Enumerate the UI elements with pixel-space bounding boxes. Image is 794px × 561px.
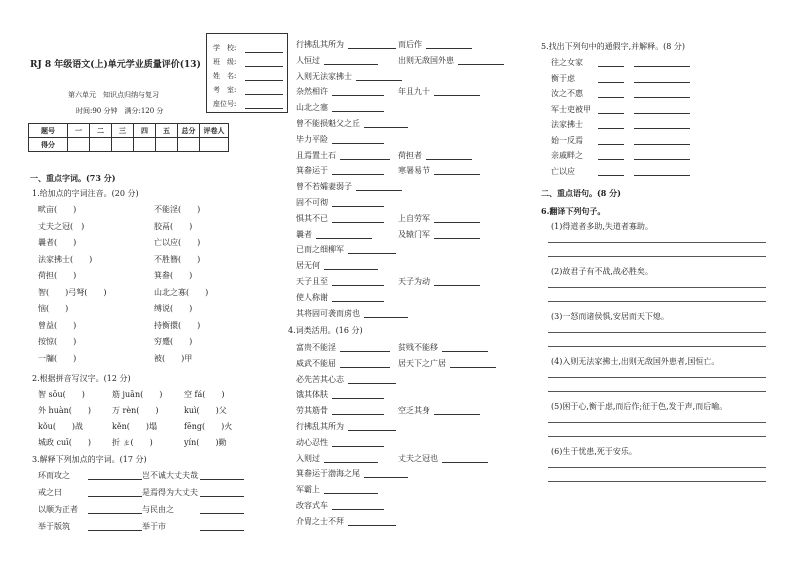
q2-item[interactable]: 智 sōu( ): [38, 390, 85, 399]
word-item: 军霸上: [296, 485, 320, 495]
word-answer-blank[interactable]: [434, 87, 480, 96]
word-answer-blank[interactable]: [324, 454, 378, 463]
q6-answer-line[interactable]: [548, 377, 766, 378]
word-answer-blank[interactable]: [442, 343, 488, 352]
q6-sentence: (6)生于忧患,死于安乐。: [551, 447, 637, 456]
word-answer-blank[interactable]: [348, 375, 396, 384]
q3-prompt: 3.解释下列加点的字词。(17 分): [32, 455, 147, 464]
q3-answer-blank[interactable]: [88, 522, 142, 531]
word-item: 行拂乱其所为: [296, 422, 344, 431]
q2-item[interactable]: 折 ㄓ( ): [112, 438, 153, 447]
q5-item: 汝之不惠: [551, 89, 583, 98]
name-field[interactable]: 姓 名:: [213, 71, 236, 81]
word-item: 山北之塞: [296, 103, 328, 113]
q3-item: 举于版筑: [38, 522, 70, 531]
q6-answer-line[interactable]: [548, 332, 766, 333]
word-item: 而后作: [398, 40, 422, 49]
q3-answer-blank[interactable]: [200, 522, 244, 531]
section2-heading: 二、重点语句。(8 分): [541, 188, 621, 198]
word-item: 年且九十: [398, 87, 430, 97]
q1-item[interactable]: 一牖( ): [38, 353, 77, 363]
word-item: 贫贱不能移: [398, 343, 438, 352]
word-item: 曾不能损魁父之丘: [296, 119, 360, 128]
q3-item: 是焉得为大丈夫: [142, 488, 198, 497]
q1-item[interactable]: 按惊( ): [38, 337, 77, 346]
q6-prompt: 6.翻译下列句子。: [541, 206, 606, 216]
word-item: 出则无敌国外患: [398, 55, 454, 65]
word-answer-blank[interactable]: [356, 182, 402, 191]
q2-item[interactable]: fēng( )火: [184, 422, 233, 431]
word-item: 寒暑易节: [398, 166, 430, 176]
q6-answer-line[interactable]: [548, 242, 766, 243]
q5-char-blank[interactable]: [598, 74, 624, 83]
q5-char-blank[interactable]: [598, 136, 624, 145]
q5-item: 亲戚畔之: [551, 151, 583, 160]
word-item: 空乏其身: [398, 406, 430, 416]
q6-sentence: (2)故君子有不战,战必胜矣。: [551, 267, 653, 276]
section1-heading: 一、重点字词。(73 分): [30, 173, 116, 183]
q1-item[interactable]: 法家拂士( ): [38, 254, 93, 264]
q1-item[interactable]: 曩者( ): [38, 238, 77, 247]
word-item: 入则无法家拂士: [296, 71, 352, 81]
word-item: 曩者: [296, 229, 312, 239]
word-answer-blank[interactable]: [332, 198, 384, 207]
q6-answer-line[interactable]: [548, 287, 766, 288]
word-answer-blank[interactable]: [340, 151, 390, 160]
q1-item[interactable]: 智( )弓弩( ): [38, 287, 107, 297]
word-item: 毕力平险: [296, 134, 328, 144]
q1-item[interactable]: 丈夫之冠( ): [38, 221, 85, 231]
q6-answer-line[interactable]: [548, 436, 766, 437]
word-item: 箕畚运于: [296, 166, 328, 176]
word-item: 必先苦其心志: [296, 374, 344, 384]
word-item: 及辕门军: [398, 229, 430, 239]
q6-answer-line[interactable]: [548, 422, 766, 423]
q5-meaning-blank[interactable]: [634, 105, 690, 114]
q2-prompt: 2.根据拼音写汉字。(12 分): [32, 374, 131, 383]
exam-time: 时间:90 分钟 满分:120 分: [76, 107, 164, 115]
q5-meaning-blank[interactable]: [634, 167, 690, 176]
word-item: 且焉置土石: [296, 150, 336, 160]
word-answer-blank[interactable]: [426, 40, 472, 49]
word-item: 曾不若孀妻弱子: [296, 182, 352, 192]
q1-prompt: 1.给加点的字词注音。(20 分): [32, 189, 139, 198]
word-answer-blank[interactable]: [340, 343, 390, 352]
word-answer-blank[interactable]: [332, 277, 384, 286]
q5-item: 衡于虑: [551, 73, 575, 83]
word-answer-blank[interactable]: [332, 501, 384, 510]
word-item: 使人称谢: [296, 292, 328, 302]
word-item: 居天下之广居: [398, 358, 446, 368]
q3-item: 举于市: [142, 522, 166, 531]
word-answer-blank[interactable]: [426, 151, 472, 160]
word-item: 人恒过: [296, 55, 320, 65]
q6-answer-line[interactable]: [548, 346, 766, 347]
word-answer-blank[interactable]: [434, 277, 480, 286]
word-item: 杂然相许: [296, 87, 328, 97]
word-item: 威武不能屈: [296, 358, 336, 368]
word-answer-blank[interactable]: [332, 390, 384, 399]
word-item: 改容式车: [296, 501, 328, 510]
word-item: 丈夫之冠也: [398, 453, 438, 463]
word-item: 入则过: [296, 453, 320, 463]
word-answer-blank[interactable]: [348, 517, 396, 526]
q5-char-blank[interactable]: [598, 120, 624, 129]
word-item: 箕畚运于渤海之尾: [296, 469, 360, 479]
word-answer-blank[interactable]: [364, 469, 408, 478]
word-answer-blank[interactable]: [364, 309, 408, 318]
q5-meaning-blank[interactable]: [634, 58, 690, 67]
q5-item: 亡以应: [551, 166, 575, 176]
q5-char-blank[interactable]: [598, 167, 624, 176]
q3-answer-blank[interactable]: [88, 488, 142, 497]
q6-answer-line[interactable]: [548, 256, 766, 257]
word-answer-blank[interactable]: [348, 40, 396, 49]
q1-item[interactable]: 穷蹙( ): [154, 337, 193, 346]
q6-sentence: (3)一怒而诸侯惧,安居而天下熄。: [551, 312, 669, 321]
school-field[interactable]: 学 校:: [213, 43, 236, 53]
class-field[interactable]: 班 级:: [213, 57, 236, 67]
q1-item[interactable]: 亡以应( ): [154, 238, 201, 247]
q2-item[interactable]: kuì( )父: [184, 406, 227, 415]
q3-answer-blank[interactable]: [200, 471, 244, 480]
q5-item: 往之女家: [551, 58, 583, 67]
q3-item: 环而攻之: [38, 471, 70, 480]
word-answer-blank[interactable]: [324, 56, 378, 65]
score-table-row: 得分: [29, 138, 229, 152]
word-item: 荷担者: [398, 150, 422, 160]
word-item: 富贵不能淫: [296, 343, 336, 352]
word-answer-blank[interactable]: [348, 422, 396, 431]
q2-item[interactable]: yín( )勤: [184, 438, 227, 447]
word-answer-blank[interactable]: [356, 72, 402, 81]
word-item: 动心忍性: [296, 437, 328, 447]
word-item: 介胄之士不拜: [296, 516, 344, 526]
q2-item[interactable]: 城政 cuī( ): [38, 438, 91, 447]
q6-sentence: (4)入则无法家拂士,出则无敌国外患者,国恒亡。: [551, 357, 720, 366]
word-answer-blank[interactable]: [458, 56, 504, 65]
word-item: 已而之细柳军: [296, 245, 344, 255]
word-answer-blank[interactable]: [324, 261, 378, 270]
exam-room-field[interactable]: 考 室:: [213, 85, 236, 95]
q5-char-blank[interactable]: [598, 151, 624, 160]
q5-item: 军士吏被甲: [551, 104, 591, 114]
word-answer-blank[interactable]: [442, 454, 488, 463]
word-answer-blank[interactable]: [434, 166, 480, 175]
q5-char-blank[interactable]: [598, 58, 624, 67]
q1-item[interactable]: 缚说( ): [154, 304, 193, 313]
q5-meaning-blank[interactable]: [634, 136, 690, 145]
q5-meaning-blank[interactable]: [634, 151, 690, 160]
word-answer-blank[interactable]: [348, 245, 396, 254]
q5-item: 始一反焉: [551, 135, 583, 145]
word-item: 居无何: [296, 261, 320, 271]
q3-answer-blank[interactable]: [200, 505, 244, 514]
q3-item: 与民由之: [142, 505, 174, 514]
q6-answer-line[interactable]: [548, 481, 766, 482]
q2-item[interactable]: 空 fá( ): [184, 390, 225, 399]
word-item: 天子且至: [296, 277, 328, 286]
q3-answer-blank[interactable]: [88, 505, 142, 514]
word-answer-blank[interactable]: [332, 87, 384, 96]
q4-prompt: 4.词类活用。(16 分): [288, 326, 363, 335]
word-answer-blank[interactable]: [316, 230, 372, 239]
q1-item[interactable]: 不能淫( ): [154, 205, 201, 214]
q5-meaning-blank[interactable]: [634, 120, 690, 129]
q1-item[interactable]: 箕畚( ): [154, 271, 193, 280]
word-answer-blank[interactable]: [332, 103, 384, 112]
q2-item[interactable]: 万 rèn( ): [112, 406, 159, 415]
q3-item: 以顺为正者: [38, 505, 78, 514]
q5-prompt: 5.找出下列句中的通假字,并解释。(8 分): [541, 42, 686, 51]
q1-item[interactable]: 胶鬲( ): [154, 221, 193, 231]
word-item: 天子为动: [398, 277, 430, 286]
q3-item: 岂不诚大丈夫哉: [142, 471, 198, 480]
word-item: 其将固可袭而虏也: [296, 308, 360, 318]
word-answer-blank[interactable]: [332, 438, 384, 447]
unit-subtitle: 第六单元 知识点归纳与复习: [68, 91, 159, 99]
score-table-header: 题号 一 二 三 四 五 总分 评卷人: [29, 124, 229, 138]
score-table: [28, 123, 229, 152]
word-item: 行拂乱其所为: [296, 40, 344, 49]
q3-item: 戒之曰: [38, 488, 62, 497]
q5-meaning-blank[interactable]: [634, 74, 690, 83]
page-title: RJ 8 年级语文(上)单元学业质量评价(13): [30, 60, 201, 70]
word-item: 惧其不已: [296, 213, 328, 223]
word-answer-blank[interactable]: [332, 293, 384, 302]
word-item: 劳其筋骨: [296, 406, 328, 416]
q5-char-blank[interactable]: [598, 89, 624, 98]
word-answer-blank[interactable]: [434, 406, 480, 415]
word-answer-blank[interactable]: [340, 359, 390, 368]
q1-item[interactable]: 被( )甲: [154, 353, 193, 363]
q6-answer-line[interactable]: [548, 301, 766, 302]
q1-item[interactable]: 曾益( ): [38, 320, 77, 330]
word-answer-blank[interactable]: [450, 359, 496, 368]
q3-answer-blank[interactable]: [88, 471, 142, 480]
word-item: 上自劳军: [398, 213, 430, 223]
q1-item[interactable]: 不胜簪( ): [154, 254, 201, 264]
q1-item[interactable]: 荷担( ): [38, 271, 77, 280]
q6-answer-line[interactable]: [548, 391, 766, 392]
q2-item[interactable]: 筋 juān( ): [112, 390, 163, 399]
word-answer-blank[interactable]: [434, 214, 480, 223]
q1-item[interactable]: 畎亩( ): [38, 205, 77, 214]
q1-item[interactable]: 持衡擐( ): [154, 320, 201, 330]
q2-item[interactable]: kěn( )塌: [112, 422, 157, 431]
word-answer-blank[interactable]: [434, 230, 480, 239]
q1-item[interactable]: 山北之寡( ): [154, 287, 209, 297]
word-answer-blank[interactable]: [324, 485, 378, 494]
q5-char-blank[interactable]: [598, 105, 624, 114]
word-answer-blank[interactable]: [332, 166, 384, 175]
q2-item[interactable]: 外 huàn( ): [38, 406, 92, 415]
word-answer-blank[interactable]: [332, 214, 384, 223]
q6-sentence: (5)困于心,衡于虑,而后作;征于色,发于声,而后喻。: [551, 402, 728, 411]
q2-item[interactable]: kǒu( )战: [38, 422, 84, 431]
seat-number-field[interactable]: 座位号:: [213, 99, 236, 109]
student-info-box: [206, 33, 288, 113]
word-item: 饿其体肤: [296, 390, 328, 400]
q6-sentence: (1)得道者多助,失道者寡助。: [551, 222, 653, 231]
q6-answer-line[interactable]: [548, 467, 766, 468]
word-answer-blank[interactable]: [332, 406, 384, 415]
word-answer-blank[interactable]: [332, 135, 384, 144]
q5-item: 法家拂士: [551, 120, 583, 129]
q3-answer-blank[interactable]: [200, 488, 244, 497]
word-item: 固不可彻: [296, 198, 328, 207]
word-answer-blank[interactable]: [364, 119, 408, 128]
q5-meaning-blank[interactable]: [634, 89, 690, 98]
q1-item[interactable]: 恼( ): [38, 304, 69, 313]
